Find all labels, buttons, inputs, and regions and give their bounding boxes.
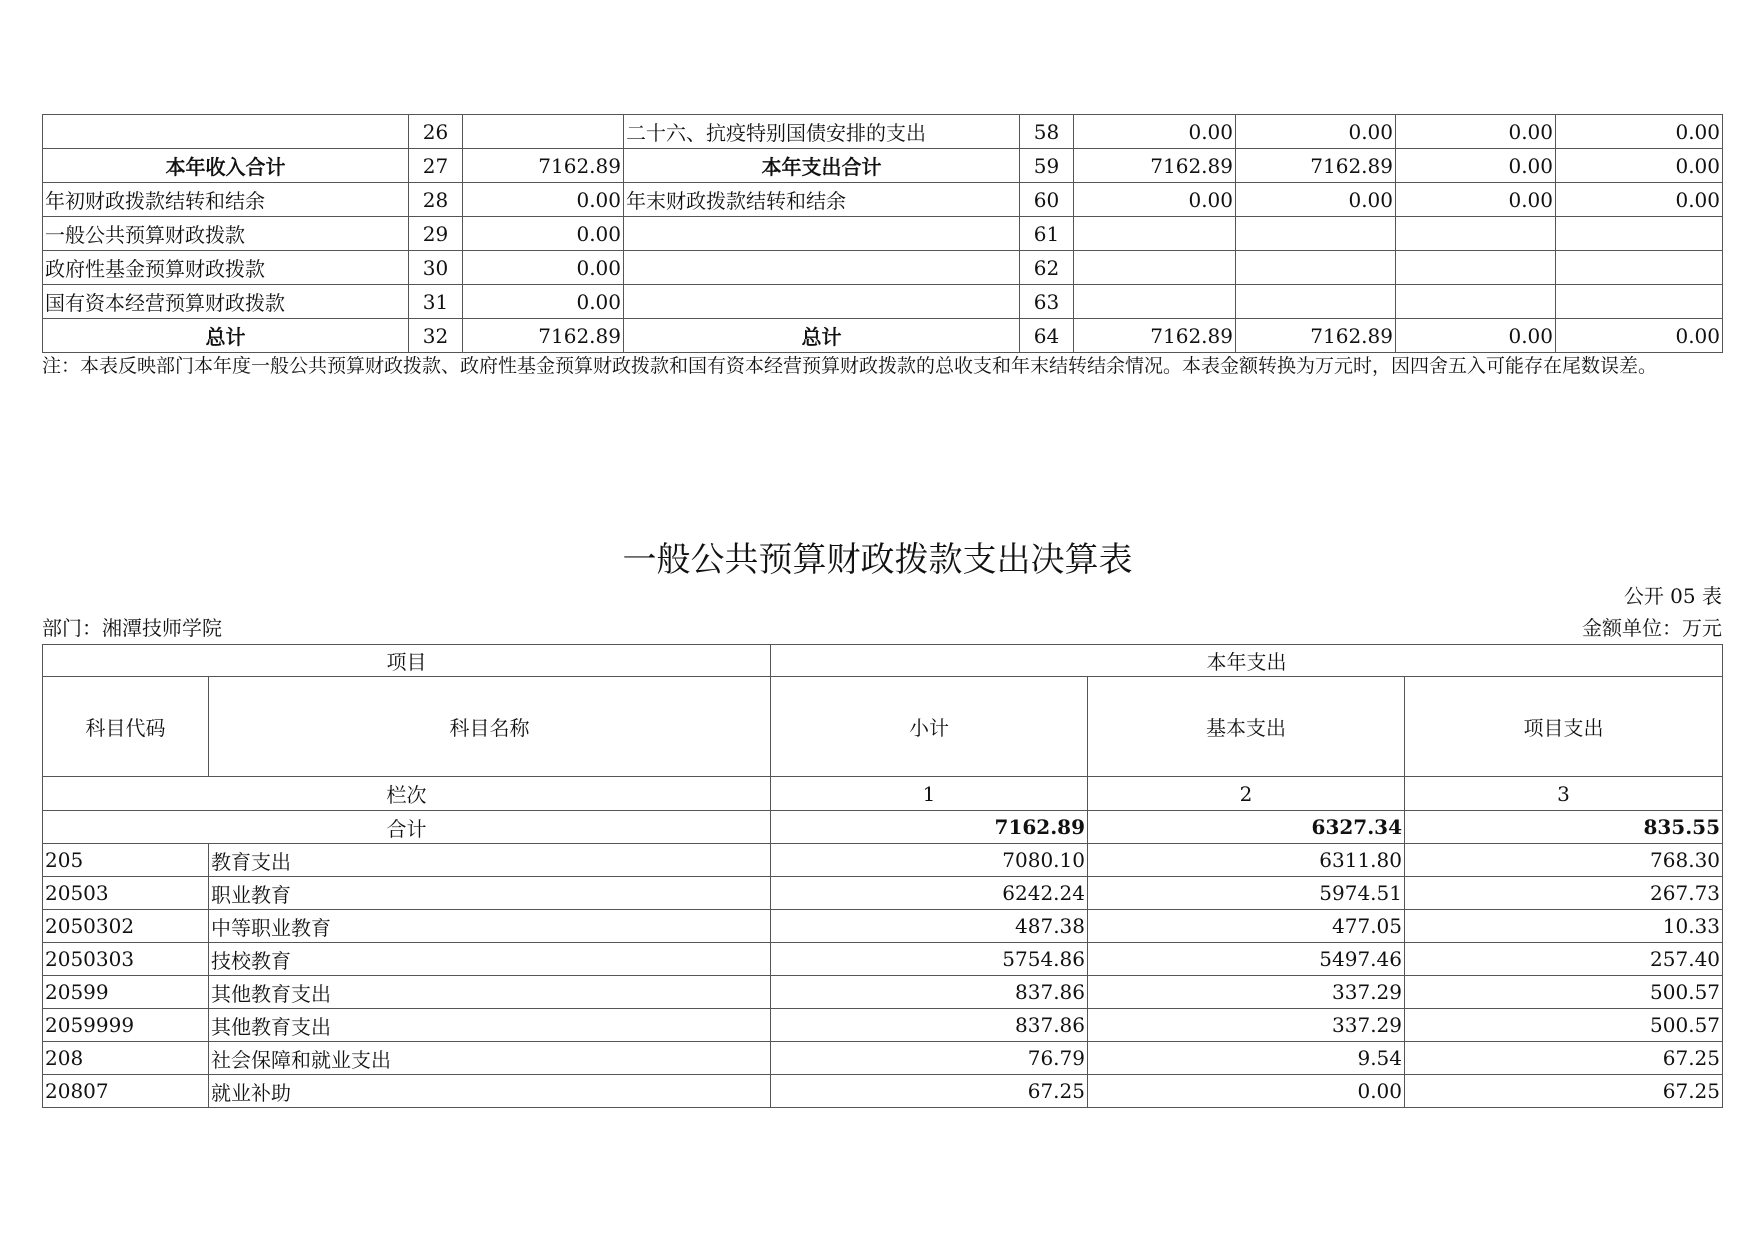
subject-code-cell: 20599 [43,976,209,1009]
expense-total-cell: 7162.89 [1074,319,1236,353]
subtotal-cell: 837.86 [771,976,1088,1009]
expense-gov-fund-cell: 0.00 [1396,319,1556,353]
basic-expense-cell: 337.29 [1088,976,1405,1009]
expense-total-cell: 7162.89 [1074,149,1236,183]
expense-line-no-cell: 59 [1020,149,1074,183]
basic-expense-cell: 6311.80 [1088,844,1405,877]
table-row [43,285,1723,319]
subject-name-cell: 就业补助 [209,1075,771,1108]
expense-item-cell [624,285,1020,319]
expense-state-capital-cell [1556,217,1723,251]
basic-expense-cell: 337.29 [1088,1009,1405,1042]
basic-expense-cell: 9.54 [1088,1042,1405,1075]
subtotal-cell: 67.25 [771,1075,1088,1108]
expense-line-no-cell: 58 [1020,115,1074,149]
basic-expense-cell: 5974.51 [1088,877,1405,910]
income-amount-cell: 0.00 [463,183,624,217]
expense-gov-fund-cell [1396,285,1556,319]
header-subtotal: 小计 [771,677,1088,777]
basic-expense-cell: 0.00 [1088,1075,1405,1108]
subject-name-cell: 社会保障和就业支出 [209,1042,771,1075]
page-title: 一般公共预算财政拨款支出决算表 [622,540,1133,580]
project-expense-cell: 257.40 [1405,943,1723,976]
subtotal-cell: 487.38 [771,910,1088,943]
total-row [43,811,1723,844]
expense-gov-fund-cell [1396,217,1556,251]
table-row [43,1075,1723,1108]
column-index-2: 2 [1088,777,1405,811]
expense-state-capital-cell [1556,285,1723,319]
expenditure-table [42,644,1723,1108]
header-row [43,677,1723,777]
expense-general-budget-cell: 7162.89 [1236,149,1396,183]
expense-gov-fund-cell: 0.00 [1396,149,1556,183]
expense-gov-fund-cell: 0.00 [1396,183,1556,217]
expense-general-budget-cell [1236,285,1396,319]
expense-item-cell [624,251,1020,285]
subject-code-cell: 2059999 [43,1009,209,1042]
project-expense-cell: 500.57 [1405,1009,1723,1042]
header-row [43,645,1723,677]
income-amount-cell: 7162.89 [463,319,624,353]
expense-state-capital-cell: 0.00 [1556,319,1723,353]
total-subtotal: 7162.89 [771,811,1088,844]
expense-total-cell: 0.00 [1074,183,1236,217]
expense-general-budget-cell: 7162.89 [1236,319,1396,353]
department-label: 部门：湘潭技师学院 [42,616,222,640]
expense-state-capital-cell [1556,251,1723,285]
subject-code-cell: 20503 [43,877,209,910]
expense-item-cell: 本年支出合计 [624,149,1020,183]
income-item-cell: 国有资本经营预算财政拨款 [43,285,409,319]
header-project-expense: 项目支出 [1405,677,1723,777]
income-item-cell: 政府性基金预算财政拨款 [43,251,409,285]
expense-general-budget-cell: 0.00 [1236,115,1396,149]
income-line-no-cell: 28 [409,183,463,217]
column-index-row [43,777,1723,811]
expense-gov-fund-cell [1396,251,1556,285]
expense-item-cell: 总计 [624,319,1020,353]
table-row [43,943,1723,976]
income-item-cell: 年初财政拨款结转和结余 [43,183,409,217]
subject-name-cell: 其他教育支出 [209,1009,771,1042]
expense-general-budget-cell [1236,217,1396,251]
expense-line-no-cell: 60 [1020,183,1074,217]
expense-state-capital-cell: 0.00 [1556,149,1723,183]
total-basic: 6327.34 [1088,811,1405,844]
expense-total-cell [1074,251,1236,285]
header-project: 项目 [43,645,771,677]
income-line-no-cell: 27 [409,149,463,183]
total-project: 835.55 [1405,811,1723,844]
header-subject-name: 科目名称 [209,677,771,777]
project-expense-cell: 500.57 [1405,976,1723,1009]
income-line-no-cell: 29 [409,217,463,251]
project-expense-cell: 67.25 [1405,1042,1723,1075]
expense-gov-fund-cell: 0.00 [1396,115,1556,149]
table-row [43,1042,1723,1075]
table-row [43,976,1723,1009]
upper-table-body [43,115,1723,353]
income-item-cell [43,115,409,149]
project-expense-cell: 10.33 [1405,910,1723,943]
header-year-expense: 本年支出 [771,645,1723,677]
income-amount-cell: 0.00 [463,285,624,319]
income-amount-cell: 0.00 [463,251,624,285]
subject-name-cell: 职业教育 [209,877,771,910]
project-expense-cell: 768.30 [1405,844,1723,877]
income-line-no-cell: 30 [409,251,463,285]
amount-unit-label: 金额单位：万元 [1582,616,1722,640]
table-row [43,319,1723,353]
subject-name-cell: 其他教育支出 [209,976,771,1009]
column-index-label: 栏次 [43,777,771,811]
income-line-no-cell: 32 [409,319,463,353]
upper-summary-table [42,114,1723,353]
expense-item-cell: 年末财政拨款结转和结余 [624,183,1020,217]
table-row [43,183,1723,217]
table-row [43,1009,1723,1042]
total-label: 合计 [43,811,771,844]
basic-expense-cell: 5497.46 [1088,943,1405,976]
expense-line-no-cell: 62 [1020,251,1074,285]
header-basic-expense: 基本支出 [1088,677,1405,777]
income-item-cell: 本年收入合计 [43,149,409,183]
table-row [43,149,1723,183]
subject-code-cell: 2050302 [43,910,209,943]
table-row [43,877,1723,910]
subtotal-cell: 6242.24 [771,877,1088,910]
basic-expense-cell: 477.05 [1088,910,1405,943]
subtotal-cell: 837.86 [771,1009,1088,1042]
table-row [43,115,1723,149]
expense-state-capital-cell: 0.00 [1556,115,1723,149]
subtotal-cell: 7080.10 [771,844,1088,877]
table-footnote: 注：本表反映部门本年度一般公共预算财政拨款、政府性基金预算财政拨款和国有资本经营预算财政拨款的总收支和年末结转结余情况。本表金额转换为万元时，因四舍五入可能存在尾数误差。 [42,355,1658,377]
income-line-no-cell: 26 [409,115,463,149]
column-index-1: 1 [771,777,1088,811]
expense-state-capital-cell: 0.00 [1556,183,1723,217]
table-row [43,217,1723,251]
table-row [43,251,1723,285]
subject-code-cell: 205 [43,844,209,877]
subject-name-cell: 中等职业教育 [209,910,771,943]
income-amount-cell [463,115,624,149]
form-number: 公开 05 表 [1623,584,1722,608]
expense-line-no-cell: 64 [1020,319,1074,353]
subject-code-cell: 20807 [43,1075,209,1108]
expense-item-cell: 二十六、抗疫特别国债安排的支出 [624,115,1020,149]
table-row [43,910,1723,943]
income-amount-cell: 7162.89 [463,149,624,183]
subject-name-cell: 教育支出 [209,844,771,877]
column-index-3: 3 [1405,777,1723,811]
expense-general-budget-cell: 0.00 [1236,183,1396,217]
subject-name-cell: 技校教育 [209,943,771,976]
header-subject-code: 科目代码 [43,677,209,777]
expense-line-no-cell: 61 [1020,217,1074,251]
expense-general-budget-cell [1236,251,1396,285]
project-expense-cell: 267.73 [1405,877,1723,910]
expense-total-cell: 0.00 [1074,115,1236,149]
project-expense-cell: 67.25 [1405,1075,1723,1108]
expense-line-no-cell: 63 [1020,285,1074,319]
expense-total-cell [1074,217,1236,251]
income-amount-cell: 0.00 [463,217,624,251]
income-item-cell: 总计 [43,319,409,353]
subtotal-cell: 76.79 [771,1042,1088,1075]
table-row [43,844,1723,877]
subtotal-cell: 5754.86 [771,943,1088,976]
income-line-no-cell: 31 [409,285,463,319]
subject-code-cell: 208 [43,1042,209,1075]
income-item-cell: 一般公共预算财政拨款 [43,217,409,251]
expense-total-cell [1074,285,1236,319]
expense-item-cell [624,217,1020,251]
subject-code-cell: 2050303 [43,943,209,976]
